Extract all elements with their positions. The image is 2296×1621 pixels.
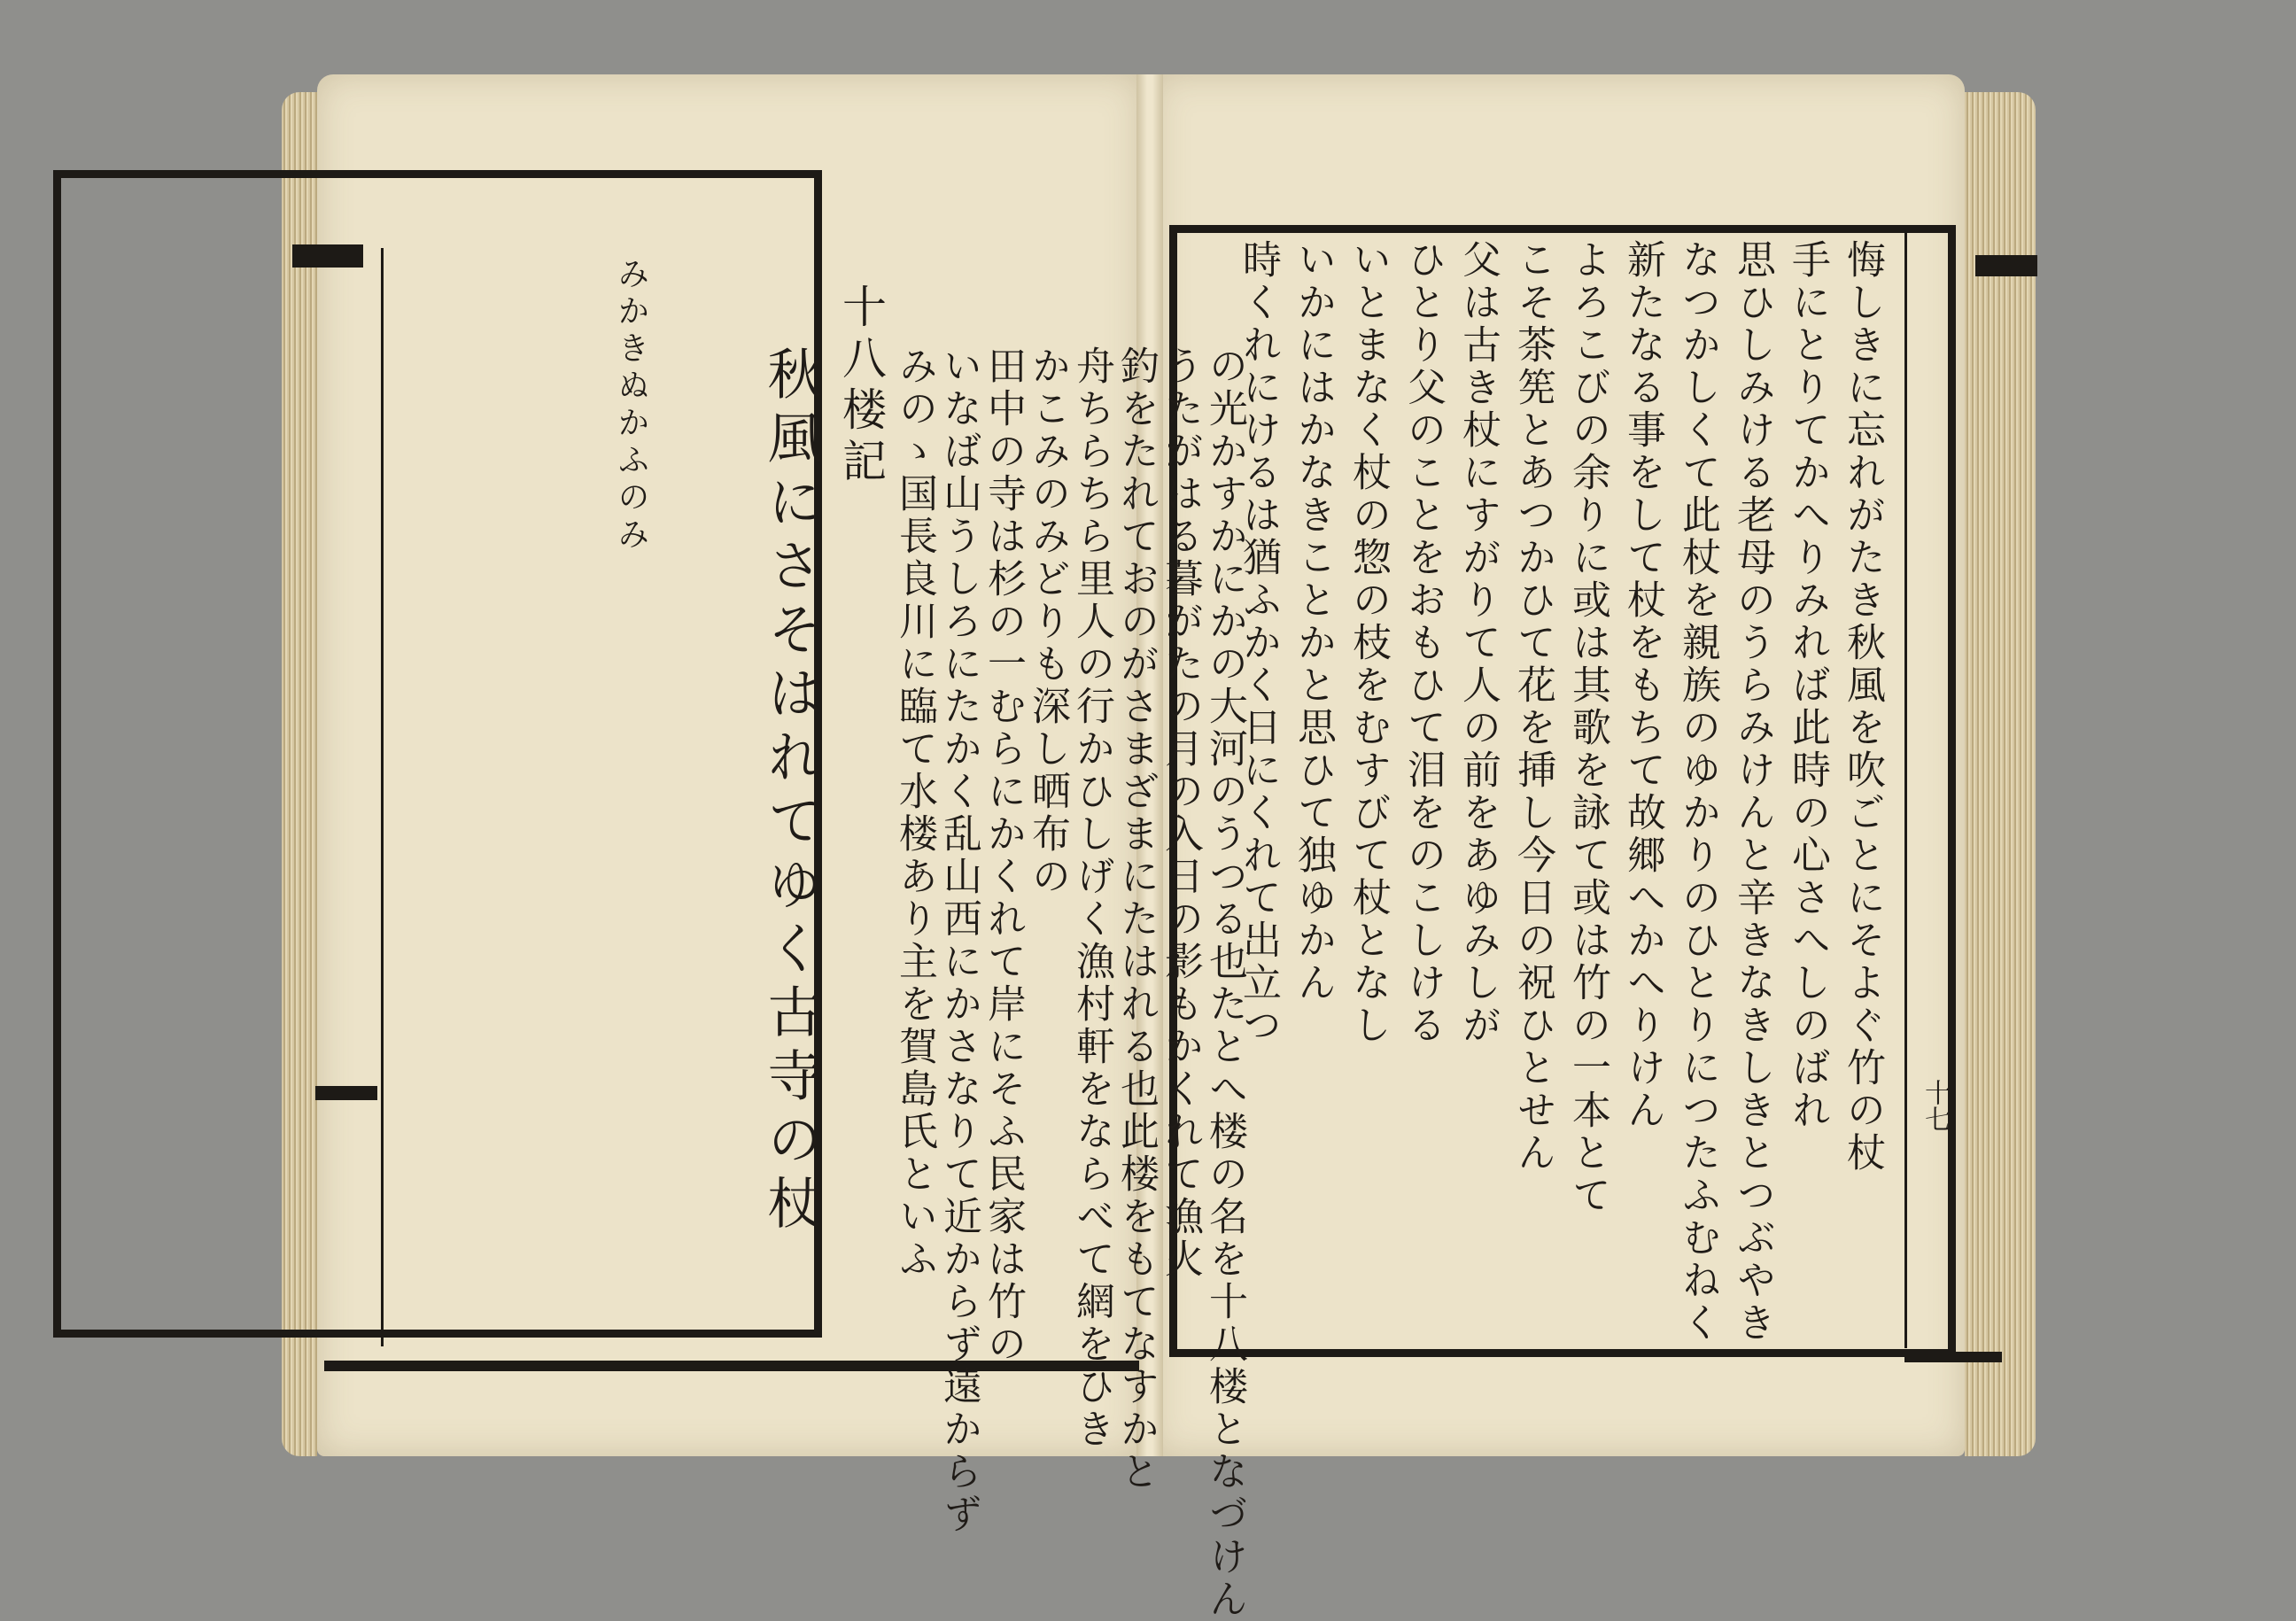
left-col-5: 田中の寺は杉の一むらにかくれて岸にそふ民家は竹の	[981, 345, 1026, 1366]
right-col-0: 悔しきに忘れがたき秋風を吹ごとにそよぐ竹の杖	[1840, 239, 1885, 1175]
left-col-3: みのゝ国長良川に臨て水楼あり主を賀島氏といふ	[892, 345, 937, 1281]
right-col-7: 父は古き杖にすがりて人の前をあゆみしが	[1455, 239, 1501, 1047]
right-bottom-rule	[1904, 1352, 2002, 1362]
right-col-11: 時くれにけるは猶ふかく日にくれて出立つ	[1236, 239, 1281, 1047]
page-folio-number: 十七	[1920, 1079, 1951, 1132]
right-col-3: なつかしくて此杖を親族のゆかりのひとりにつたふむねく	[1675, 239, 1720, 1345]
left-col-7: 舟ちらちら里人の行かひしげく漁村軒をならべて網をひき	[1069, 345, 1114, 1451]
right-rule-line	[1904, 232, 1907, 1348]
right-col-8: ひとり父のことをおもひて泪をのこしける	[1400, 239, 1446, 1047]
right-col-10: いかにはかなきことかと思ひて独ゆかん	[1291, 239, 1336, 1004]
right-col-2: 思ひしみける老母のうらみけんと辛きなきしきとつぶやき	[1730, 239, 1775, 1345]
left-edge-tab-lower	[315, 1086, 377, 1100]
left-col-4: いなば山うしろにたかく乱山西にかさなりて近からず遠からず	[936, 345, 981, 1536]
left-col-10: の光かすかにかの大河のうつる也たとへ楼の名を十八楼となづけん	[1202, 345, 1247, 1621]
left-col-8: 釣をたれておのがさまざまにたはれる也此楼をもてなすかと	[1113, 345, 1159, 1493]
right-col-6: こそ茶筅とあつかひて花を挿し今日の祝ひとせん	[1510, 239, 1555, 1175]
right-text-block	[1178, 239, 1904, 1345]
right-page-edges	[1965, 92, 2036, 1456]
left-edge-tab	[292, 244, 363, 268]
right-col-9: いとまなく杖の惣の枝をむすびて杖となし	[1346, 239, 1391, 1047]
right-col-4: 新たなる事をして杖をもちて故郷へかへりけん	[1620, 239, 1665, 1132]
right-edge-tab	[1975, 255, 2037, 276]
left-col-9: うたがはる暮がたの月の入日の影もかくれて漁火	[1158, 345, 1203, 1281]
left-col-2: 十八楼記	[835, 283, 887, 489]
left-col-0: みかきぬかふのみ	[613, 257, 649, 555]
right-col-1: 手にとりてかへりみれば此時の心さへしのばれ	[1785, 239, 1830, 1132]
right-col-5: よろこびの余りに或は其歌を詠て或は竹の一本とて	[1565, 239, 1610, 1217]
left-col-6: かこみのみどりも深し晒布の	[1025, 345, 1070, 898]
left-col-1: 秋風にさそはれてゆく古寺の杖	[758, 345, 823, 1238]
left-text-block	[390, 257, 1247, 1621]
left-rule-line	[381, 248, 384, 1346]
